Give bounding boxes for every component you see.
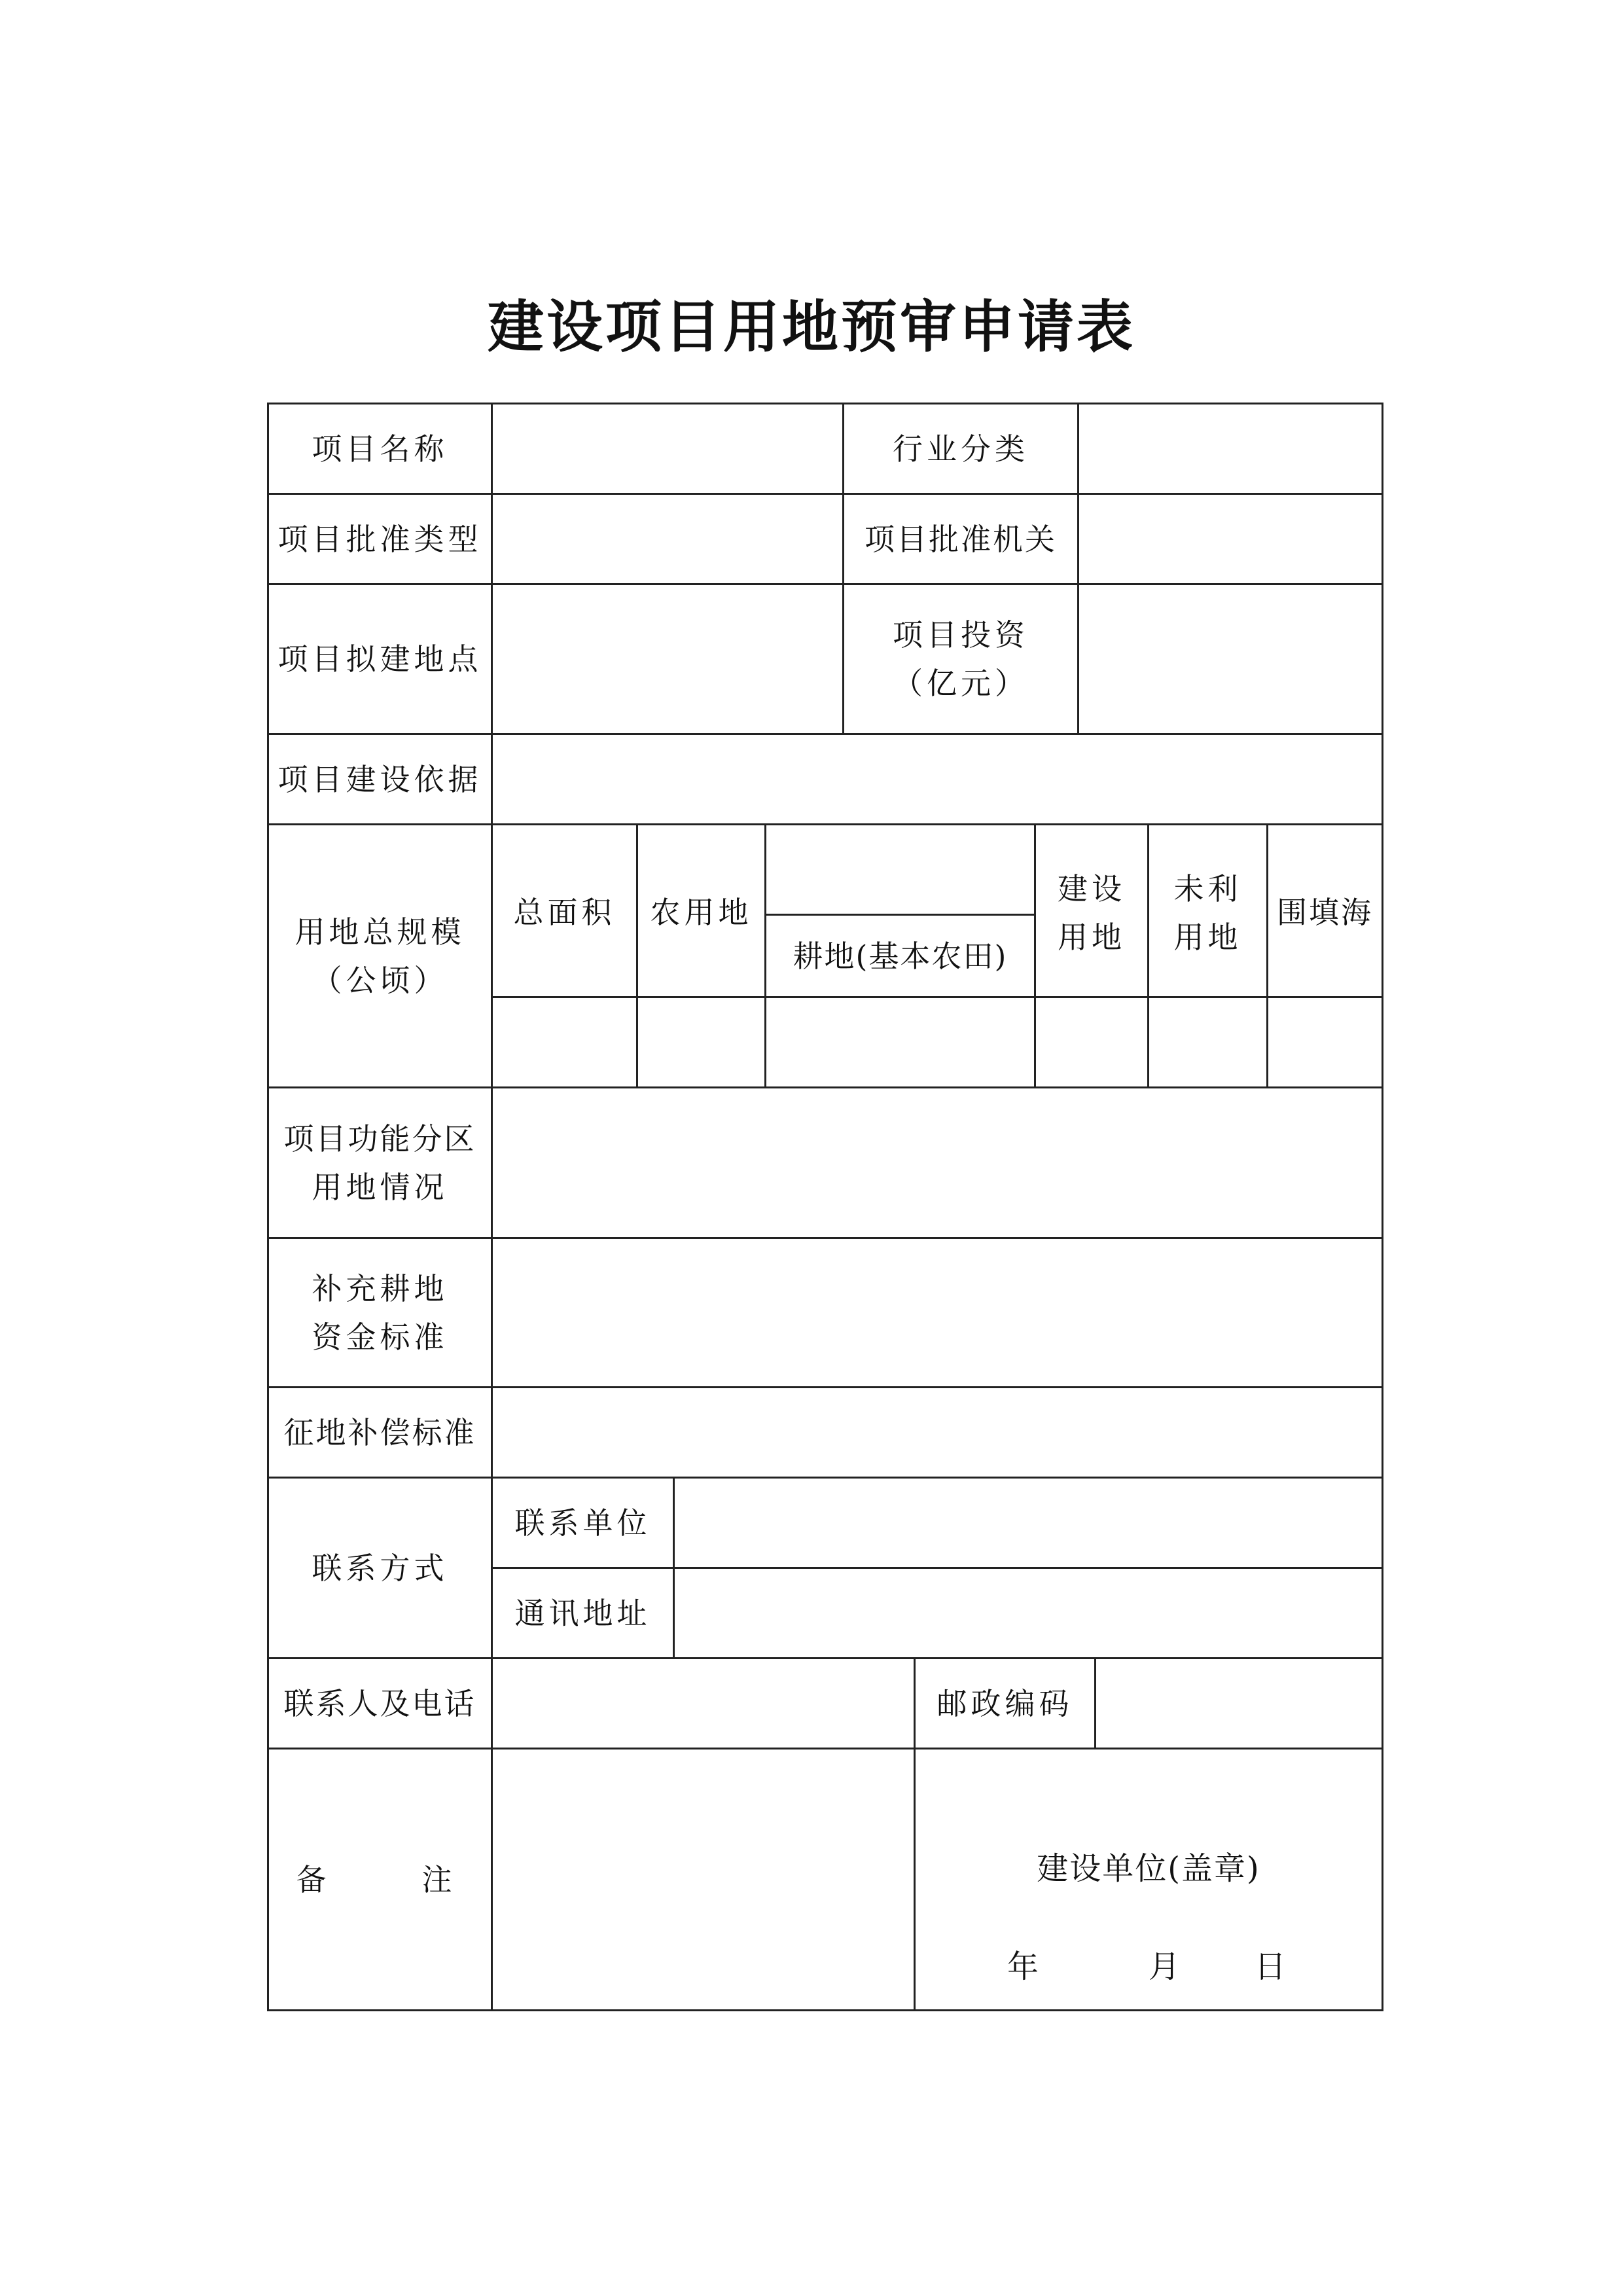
supp-farmland-label (269, 1239, 491, 1386)
reclamation-header: 围填海 (1277, 895, 1373, 930)
cultivated-header: 耕地(基本农田) (793, 938, 1008, 974)
construction-land-header-line2: 用地 (1058, 920, 1126, 955)
investment-field[interactable] (1079, 585, 1382, 733)
contact-person-phone-label: 联系人及电话 (283, 1685, 476, 1721)
total-area-field[interactable] (493, 998, 636, 1086)
unused-land-header-line2: 用地 (1173, 920, 1242, 955)
mailing-address-field[interactable] (675, 1569, 1382, 1657)
investment-label (844, 585, 1077, 733)
approval-type-field[interactable] (493, 495, 842, 583)
land-scale-label-line2: （公顷） (312, 962, 448, 998)
functional-zone-label-line2: 用地情况 (312, 1169, 448, 1205)
industry-class-label: 行业分类 (893, 431, 1029, 467)
total-area-header: 总面积 (513, 895, 616, 930)
investment-label-line1: 项目投资 (893, 617, 1029, 653)
remarks-field[interactable] (493, 1749, 914, 2009)
construction-land-header-line1: 建设 (1058, 871, 1126, 906)
proposed-site-label: 项目拟建地点 (277, 641, 482, 677)
reclamation-field[interactable] (1268, 998, 1382, 1086)
functional-zone-label (269, 1088, 491, 1237)
compensation-field[interactable] (493, 1388, 1382, 1477)
postal-code-field[interactable] (1096, 1659, 1382, 1748)
postal-code-label: 邮政编码 (936, 1685, 1073, 1721)
supp-farmland-label-line1: 补充耕地 (312, 1270, 448, 1306)
construction-basis-field[interactable] (493, 735, 1382, 823)
unused-land-header-line1: 未利 (1173, 871, 1242, 906)
agricultural-header: 农用地 (650, 895, 753, 930)
remarks-label: 备 注 (296, 1861, 464, 1897)
sign-date: 年 月 日 (1007, 1948, 1290, 1985)
compensation-label: 征地补偿标准 (283, 1414, 476, 1450)
contact-method-label: 联系方式 (312, 1550, 448, 1586)
proposed-site-field[interactable] (493, 585, 842, 733)
project-name-field[interactable] (493, 404, 842, 493)
contact-person-phone-field[interactable] (493, 1659, 914, 1748)
contact-unit-label: 联系单位 (514, 1505, 651, 1541)
construction-basis-label: 项目建设依据 (277, 761, 482, 797)
table-border-bottom (267, 2009, 1383, 2011)
unused-land-field[interactable] (1149, 998, 1266, 1086)
investment-label-line2: （亿元） (893, 666, 1029, 701)
approval-type-label: 项目批准类型 (277, 521, 482, 557)
project-name-label: 项目名称 (312, 431, 448, 467)
land-scale-label-line1: 用地总规模 (294, 914, 465, 950)
contact-unit-field[interactable] (675, 1479, 1382, 1567)
approval-authority-label: 项目批准机关 (865, 521, 1057, 557)
unused-land-header (1149, 825, 1266, 996)
cultivated-field[interactable] (766, 998, 1034, 1086)
supp-farmland-field[interactable] (493, 1239, 1382, 1386)
agricultural-field[interactable] (638, 998, 764, 1086)
seal-label: 建设单位(盖章) (1037, 1850, 1260, 1887)
supp-farmland-label-line2: 资金标准 (312, 1319, 448, 1355)
functional-zone-field[interactable] (493, 1088, 1382, 1237)
table-border-right (1382, 403, 1383, 2011)
page-title: 建设项目用地预审申请表 (488, 294, 1135, 360)
construction-land-header (1036, 825, 1147, 996)
functional-zone-label-line1: 项目功能分区 (283, 1121, 476, 1157)
industry-class-field[interactable] (1079, 404, 1382, 493)
mailing-address-label: 通讯地址 (514, 1595, 651, 1631)
construction-land-field[interactable] (1036, 998, 1147, 1086)
approval-authority-field[interactable] (1079, 495, 1382, 583)
land-scale-label (269, 825, 491, 1086)
